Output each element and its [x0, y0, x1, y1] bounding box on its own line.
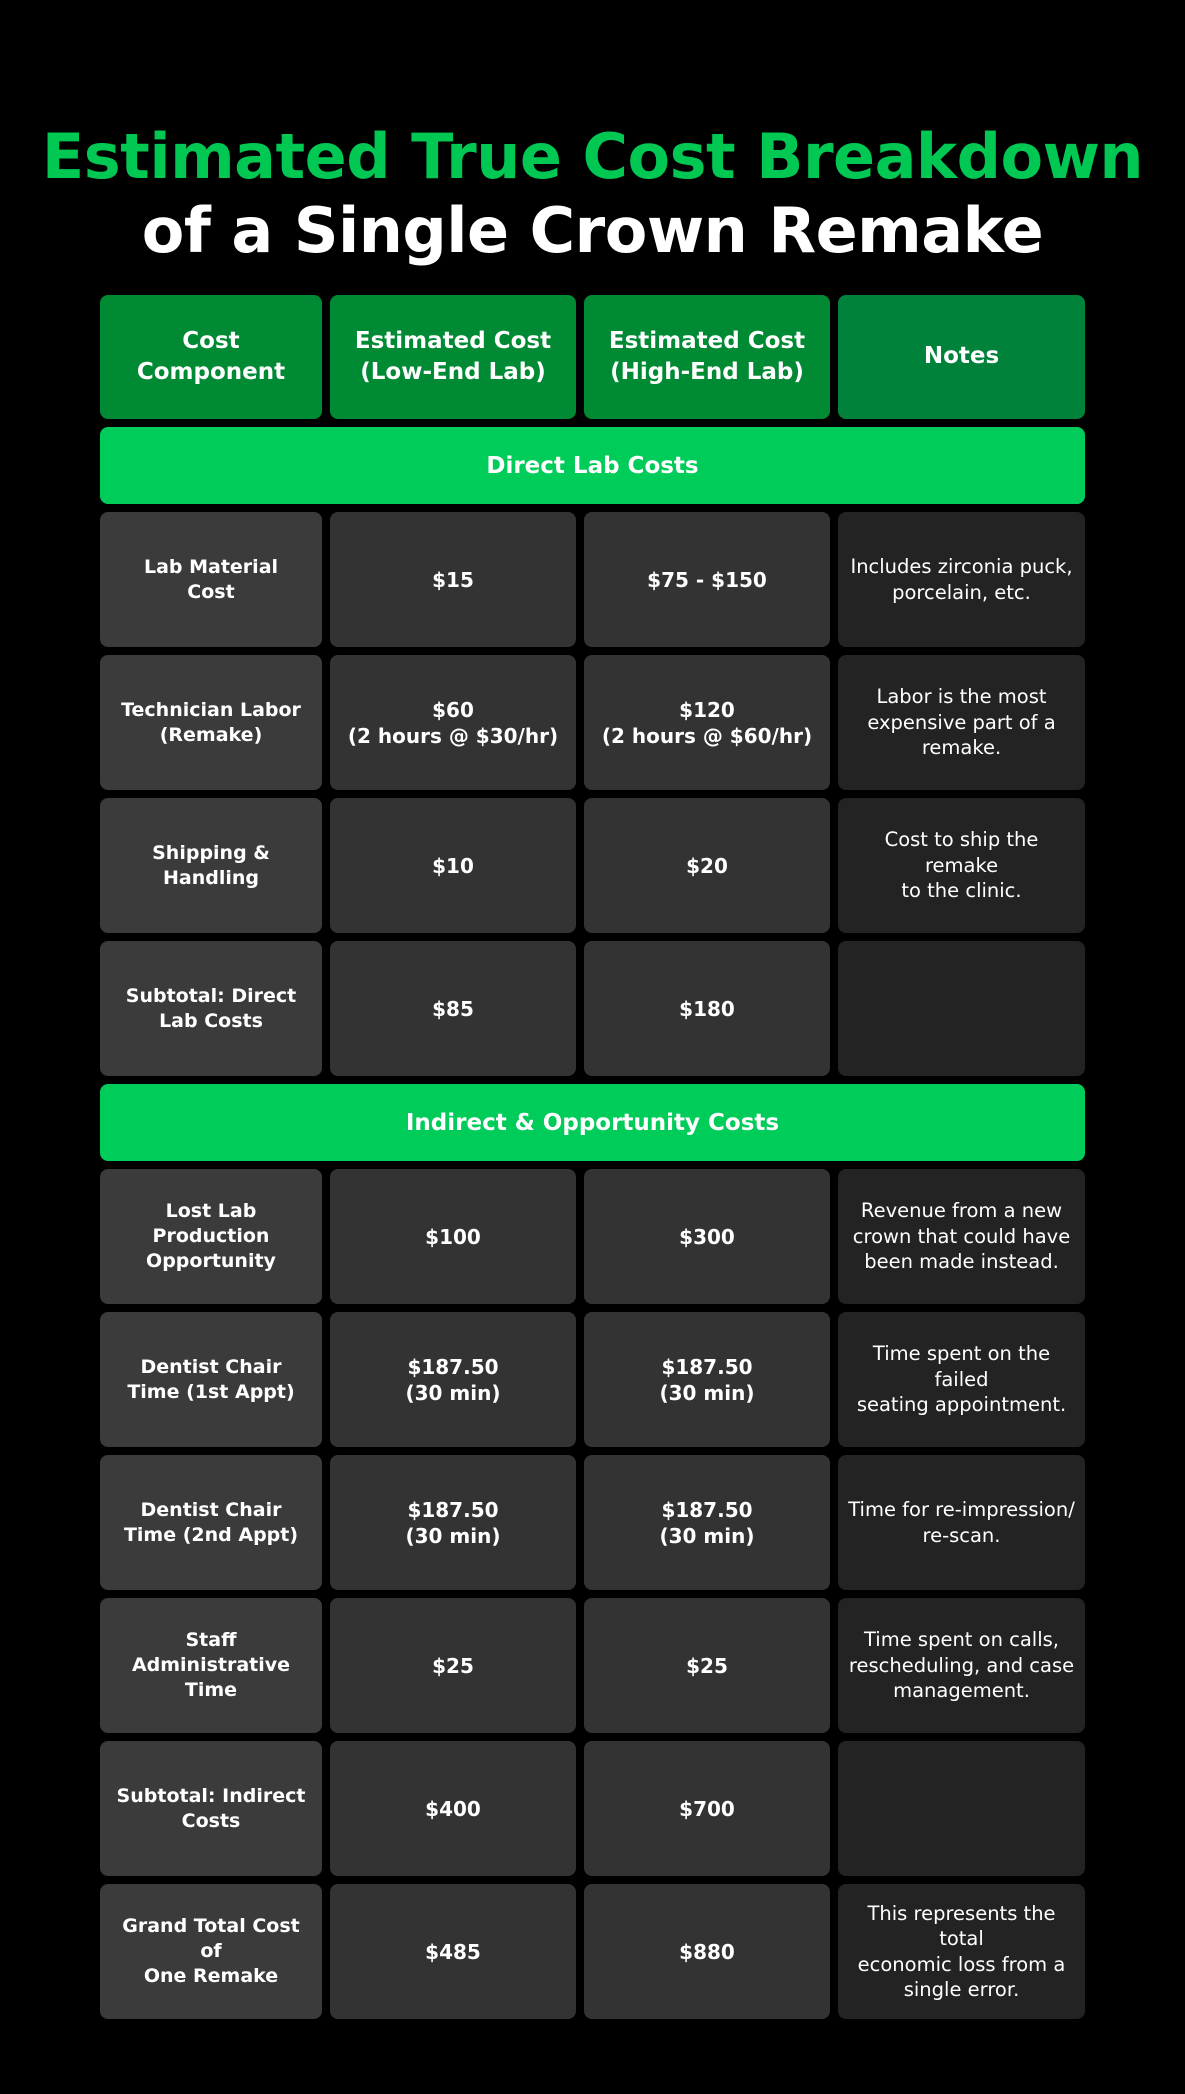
- cell-component: Dentist Chair Time (2nd Appt): [100, 1455, 322, 1590]
- cell-low-cost: $187.50 (30 min): [330, 1312, 576, 1447]
- cell-notes: Labor is the most expensive part of a remake.: [838, 655, 1085, 790]
- table-row-grand-total: [100, 1884, 1085, 2019]
- cell-low-cost: $25: [330, 1598, 576, 1733]
- cell-low-cost: $187.50 (30 min): [330, 1455, 576, 1590]
- cell-high-cost: $700: [584, 1741, 830, 1876]
- cell-high-cost: $20: [584, 798, 830, 933]
- cell-component: Dentist Chair Time (1st Appt): [100, 1312, 322, 1447]
- table-row: [100, 1312, 1085, 1447]
- cell-high-cost: $75 - $150: [584, 512, 830, 647]
- cell-high-cost: $880: [584, 1884, 830, 2019]
- cell-low-cost: $400: [330, 1741, 576, 1876]
- cell-low-cost: $100: [330, 1169, 576, 1304]
- cell-notes: Time for re-impression/ re-scan.: [838, 1455, 1085, 1590]
- cell-notes: Revenue from a new crown that could have been made instead.: [838, 1169, 1085, 1304]
- header-notes: Notes: [838, 295, 1085, 419]
- cell-component: Subtotal: Direct Lab Costs: [100, 941, 322, 1076]
- cell-component: Technician Labor (Remake): [100, 655, 322, 790]
- cell-component: Grand Total Cost of One Remake: [100, 1884, 322, 2019]
- table-row: [100, 798, 1085, 933]
- cell-high-cost: $120 (2 hours @ $60/hr): [584, 655, 830, 790]
- cell-high-cost: $25: [584, 1598, 830, 1733]
- cell-notes: [838, 1741, 1085, 1876]
- cell-notes: [838, 941, 1085, 1076]
- cell-component: Shipping & Handling: [100, 798, 322, 933]
- cell-high-cost: $187.50 (30 min): [584, 1312, 830, 1447]
- cell-low-cost: $10: [330, 798, 576, 933]
- cell-high-cost: $187.50 (30 min): [584, 1455, 830, 1590]
- header-low-end-cost: Estimated Cost (Low-End Lab): [330, 295, 576, 419]
- cell-component: Lost Lab Production Opportunity: [100, 1169, 322, 1304]
- cell-notes: Cost to ship the remake to the clinic.: [838, 798, 1085, 933]
- cell-low-cost: $60 (2 hours @ $30/hr): [330, 655, 576, 790]
- cost-breakdown-table: [100, 295, 1085, 2027]
- cell-notes: Time spent on the failed seating appointment.: [838, 1312, 1085, 1447]
- cell-component: Staff Administrative Time: [100, 1598, 322, 1733]
- table-row: [100, 1169, 1085, 1304]
- page-title-line-2: of a Single Crown Remake: [141, 193, 1044, 267]
- page-title-line-1: Estimated True Cost Breakdown: [41, 119, 1144, 193]
- cell-component: Subtotal: Indirect Costs: [100, 1741, 322, 1876]
- table-row-subtotal: [100, 941, 1085, 1076]
- cell-high-cost: $180: [584, 941, 830, 1076]
- section-header-direct-lab-costs: Direct Lab Costs: [100, 427, 1085, 504]
- table-header-row: [100, 295, 1085, 419]
- table-row: [100, 655, 1085, 790]
- cell-notes: Time spent on calls, rescheduling, and case management.: [838, 1598, 1085, 1733]
- cell-notes: Includes zirconia puck, porcelain, etc.: [838, 512, 1085, 647]
- cell-low-cost: $485: [330, 1884, 576, 2019]
- header-cost-component: Cost Component: [100, 295, 322, 419]
- table-row: [100, 1455, 1085, 1590]
- table-row: [100, 1598, 1085, 1733]
- cell-high-cost: $300: [584, 1169, 830, 1304]
- cell-notes: This represents the total economic loss from a single error.: [838, 1884, 1085, 2019]
- cell-low-cost: $15: [330, 512, 576, 647]
- page-title: [0, 120, 1185, 269]
- header-high-end-cost: Estimated Cost (High-End Lab): [584, 295, 830, 419]
- cell-low-cost: $85: [330, 941, 576, 1076]
- table-row-subtotal: [100, 1741, 1085, 1876]
- section-header-indirect-opportunity-costs: Indirect & Opportunity Costs: [100, 1084, 1085, 1161]
- cell-component: Lab Material Cost: [100, 512, 322, 647]
- table-row: [100, 512, 1085, 647]
